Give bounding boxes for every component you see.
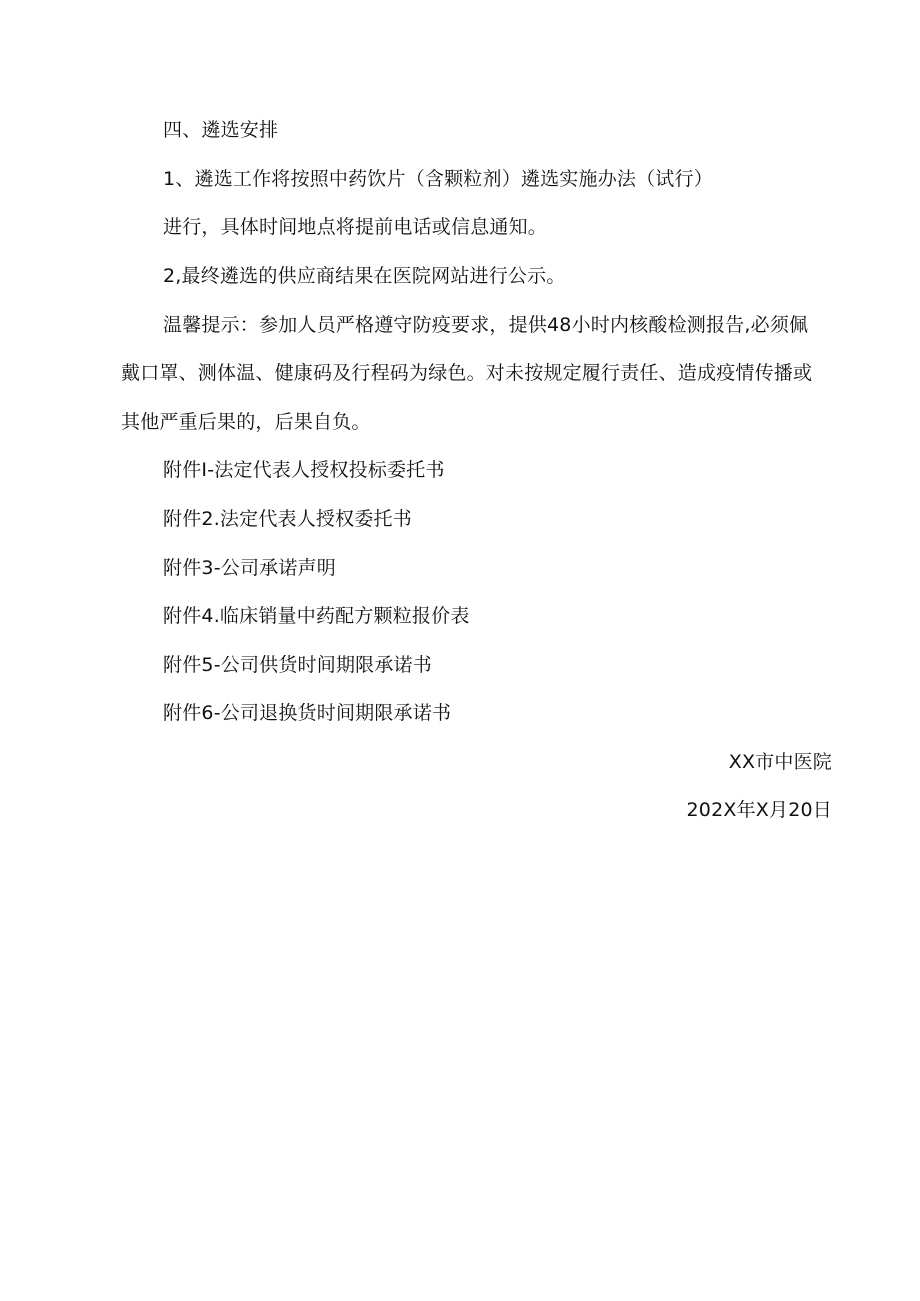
attachment-5: 附件5-公司供货时间期限承诺书: [163, 654, 432, 676]
attachment-4: 附件4.临床销量中药配方颗粒报价表: [163, 605, 470, 627]
section-heading: 四、遴选安排: [163, 119, 279, 141]
item-line-3: 2,最终遴选的供应商结果在医院网站进行公示。: [163, 265, 566, 287]
attachment-2: 附件2.法定代表人授权委托书: [163, 508, 412, 530]
notice-line-3: 其他严重后果的，后果自负。: [121, 411, 371, 433]
notice-line-2: 戴口罩、测体温、健康码及行程码为绿色。对未按规定履行责任、造成疫情传播或: [121, 362, 813, 384]
item-line-1: 1、遴选工作将按照中药饮片（含颗粒剂）遴选实施办法（试行）: [163, 168, 713, 190]
item-line-2: 进行，具体时间地点将提前电话或信息通知。: [163, 216, 548, 238]
attachment-1: 附件I-法定代表人授权投标委托书: [163, 459, 445, 481]
issuer-name: XX市中医院: [728, 751, 832, 773]
attachment-3: 附件3-公司承诺声明: [163, 557, 336, 579]
issue-date: 202X年X月20日: [686, 799, 832, 821]
attachment-6: 附件6-公司退换货时间期限承诺书: [163, 702, 452, 724]
notice-line-1: 温馨提示：参加人员严格遵守防疫要求，提供48小时内核酸检测报告,必须佩: [163, 314, 809, 336]
